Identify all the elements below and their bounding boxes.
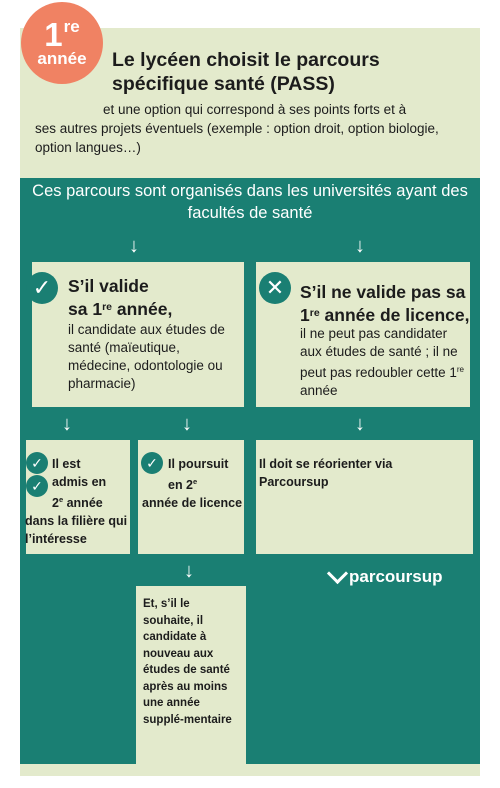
arrow-down-icon: ↓ <box>62 413 72 435</box>
non-valide-heading: S’il ne valide pas sa 1re année de licence, <box>300 282 470 325</box>
check-circle-icon: ✓ <box>26 452 48 474</box>
poursuit-text: Il poursuit en 2e année de licence <box>142 457 243 510</box>
teal-strip-4 <box>473 440 480 554</box>
check-circle-icon: ✓ <box>26 272 58 304</box>
x-circle-icon: ✕ <box>259 272 291 304</box>
valide-body: il candidate aux études de santé (maïeutique, médecine, odontologie ou pharmacie) <box>68 322 225 391</box>
organisation-text: Ces parcours sont organisés dans les universités ayant des facultés de santé <box>32 182 468 222</box>
retry-text: Et, s’il le souhaite, il candidate à nouveau aux études de santé après au moins une année supplé-mentaire <box>143 598 232 726</box>
page-title: Le lycéen choisit le parcours spécifique santé (PASS) <box>112 49 380 95</box>
arrow-down-icon: ↓ <box>355 413 365 435</box>
intro-text: et une option qui correspond à ses points forts et à ses autres projets éventuels (exemple : option droit, option biologie, option langues…) <box>35 102 439 155</box>
teal-divider <box>244 262 256 407</box>
arrow-down-icon: ↓ <box>129 235 139 257</box>
non-valide-body: il ne peut pas candidater aux études de santé ; il ne peut pas redoubler cette 1re année <box>300 326 465 398</box>
teal-strip-2 <box>130 440 138 554</box>
teal-bottom-right <box>246 586 480 764</box>
parcoursup-mark-icon <box>327 563 348 584</box>
teal-border-right <box>470 262 480 407</box>
arrow-down-icon: ↓ <box>182 413 192 435</box>
arrow-down-icon: ↓ <box>355 235 365 257</box>
admis-text: Il est admis en 2e année dans la filière qui l’intéresse <box>25 457 128 546</box>
arrow-down-icon: ↓ <box>184 560 194 582</box>
check-circle-icon: ✓ <box>141 452 163 474</box>
valide-heading: S’il valide sa 1re année, <box>68 276 173 319</box>
teal-strip-3 <box>244 440 256 554</box>
year-badge: 1re année <box>21 2 103 84</box>
teal-bottom-left <box>20 586 136 764</box>
check-circle-icon: ✓ <box>26 475 48 497</box>
teal-arrow-band <box>20 407 480 440</box>
parcoursup-logo: parcoursup <box>330 566 443 587</box>
reorienter-text: Il doit se réorienter via Parcoursup <box>259 457 393 489</box>
